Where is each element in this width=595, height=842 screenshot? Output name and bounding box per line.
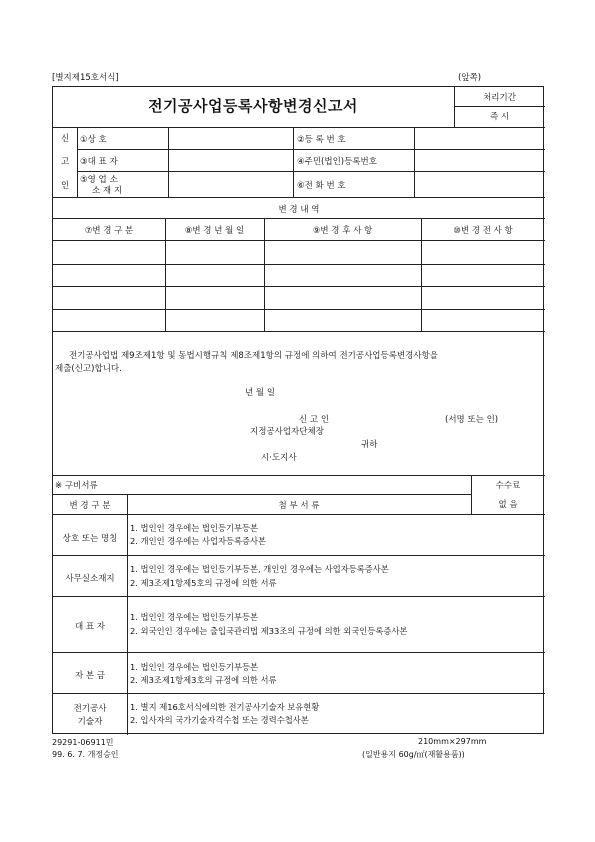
attach-row5-item2: 2. 입사자의 국가기술자격수첩 또는 경력수첩사본 (130, 715, 309, 725)
signature-label: (서명 또는 인) (445, 415, 499, 425)
attach-row4-type: 자 본 금 (74, 671, 106, 681)
col-attached-documents: 첨 부 서 류 (278, 501, 320, 511)
applicant-side-label-2: 고 (61, 157, 70, 167)
col-change-date: ⑧변 경 년 월 일 (184, 226, 245, 236)
attach-row1-type: 상호 또는 명칭 (62, 534, 118, 544)
attach-row5-type-line1: 전기공사 (73, 704, 107, 714)
page-side-label: (앞쪽) (458, 73, 482, 83)
office-label-line1: ⑤영 업 소 (80, 175, 118, 185)
required-documents-header: ※ 구비서류 (55, 481, 98, 491)
col-change-type: ⑦변 경 구 분 (84, 226, 134, 236)
attach-row3-item2: 2. 외국인인 경우에는 출입국관리법 제33조의 규정에 의한 외국인등록증사본 (130, 626, 408, 636)
representative-label: ③대 표 자 (80, 157, 118, 167)
declaration-date: 년 월 일 (245, 388, 276, 398)
declaration-line1: 전기공사업법 제9조제1항 및 동법시행규칙 제8조제1항의 규정에 의하여 전기공사업등록변경사항을 (69, 351, 438, 361)
paper-type: (일반용지 60g/㎡(재활용품)) (362, 750, 465, 759)
attach-row4-item1: 1. 법인인 경우에는 법인등기부등본 (130, 662, 259, 672)
fee-value: 없 음 (498, 500, 518, 510)
attach-row1-item1: 1. 법인인 경우에는 법인등기부등본 (130, 523, 259, 533)
processing-period-value: 즉 시 (489, 112, 510, 122)
declaration-line2: 제출(신고)합니다. (55, 364, 122, 374)
phone-number-label: ⑥전 화 번 호 (297, 181, 346, 191)
registration-number-label: ②등 록 번 호 (297, 135, 346, 145)
col-after-change: ⑨변 경 후 사 항 (312, 226, 373, 236)
attach-row2-type: 사무실소재지 (65, 574, 115, 584)
fee-label: 수수료 (495, 481, 521, 491)
paper-size: 210mm×297mm (418, 737, 487, 746)
applicant-side-label-1: 신 (61, 134, 70, 144)
attach-row4-item2: 2. 제3조제1항제3호의 규정에 의한 서류 (130, 675, 277, 685)
resident-number-label: ④주민(법인)등록번호 (297, 157, 377, 167)
business-name-label: ①상 호 (80, 135, 107, 145)
attach-row3-item1: 1. 법인인 경우에는 법인등기부등본 (130, 612, 259, 622)
office-label-line2: 소 재 지 (92, 186, 123, 196)
association-head-label: 지정공사업자단체장 (250, 427, 324, 437)
attach-row3-type: 대 표 자 (74, 622, 106, 632)
form-title: 전기공사업등록사항변경신고서 (148, 97, 358, 115)
report-form (52, 86, 544, 734)
form-number-label: [별지제15호서식] (52, 73, 119, 83)
change-details-header: 변 경 내 역 (278, 205, 320, 215)
attach-row5-type-line2: 기술자 (77, 717, 103, 727)
honorific-label: 귀하 (361, 440, 378, 450)
attach-row2-item2: 2. 제3조제1항제5호의 규정에 의한 서류 (130, 578, 277, 588)
form-code: 29291-06911민 (52, 738, 114, 747)
col-before-change: ⑩변 경 전 사 항 (453, 226, 513, 236)
attach-row5-item1: 1. 별지 제16호서식에의한 전기공사기술자 보유현황 (130, 702, 320, 712)
col-attach-change-type: 변 경 구 분 (69, 501, 111, 511)
applicant-side-label-3: 인 (61, 181, 70, 191)
attach-row1-item2: 2. 개인인 경우에는 사업자등록증사본 (130, 536, 267, 546)
authority-label: 시·도지사 (261, 453, 297, 463)
approval-date: 99. 6. 7. 개정승인 (52, 750, 119, 759)
declarant-label: 신 고 인 (299, 415, 330, 425)
processing-period-label: 처리기간 (483, 93, 516, 103)
attach-row2-item1: 1. 법인인 경우에는 법인등기부등본, 개인인 경우에는 사업자등록증사본 (130, 564, 389, 574)
